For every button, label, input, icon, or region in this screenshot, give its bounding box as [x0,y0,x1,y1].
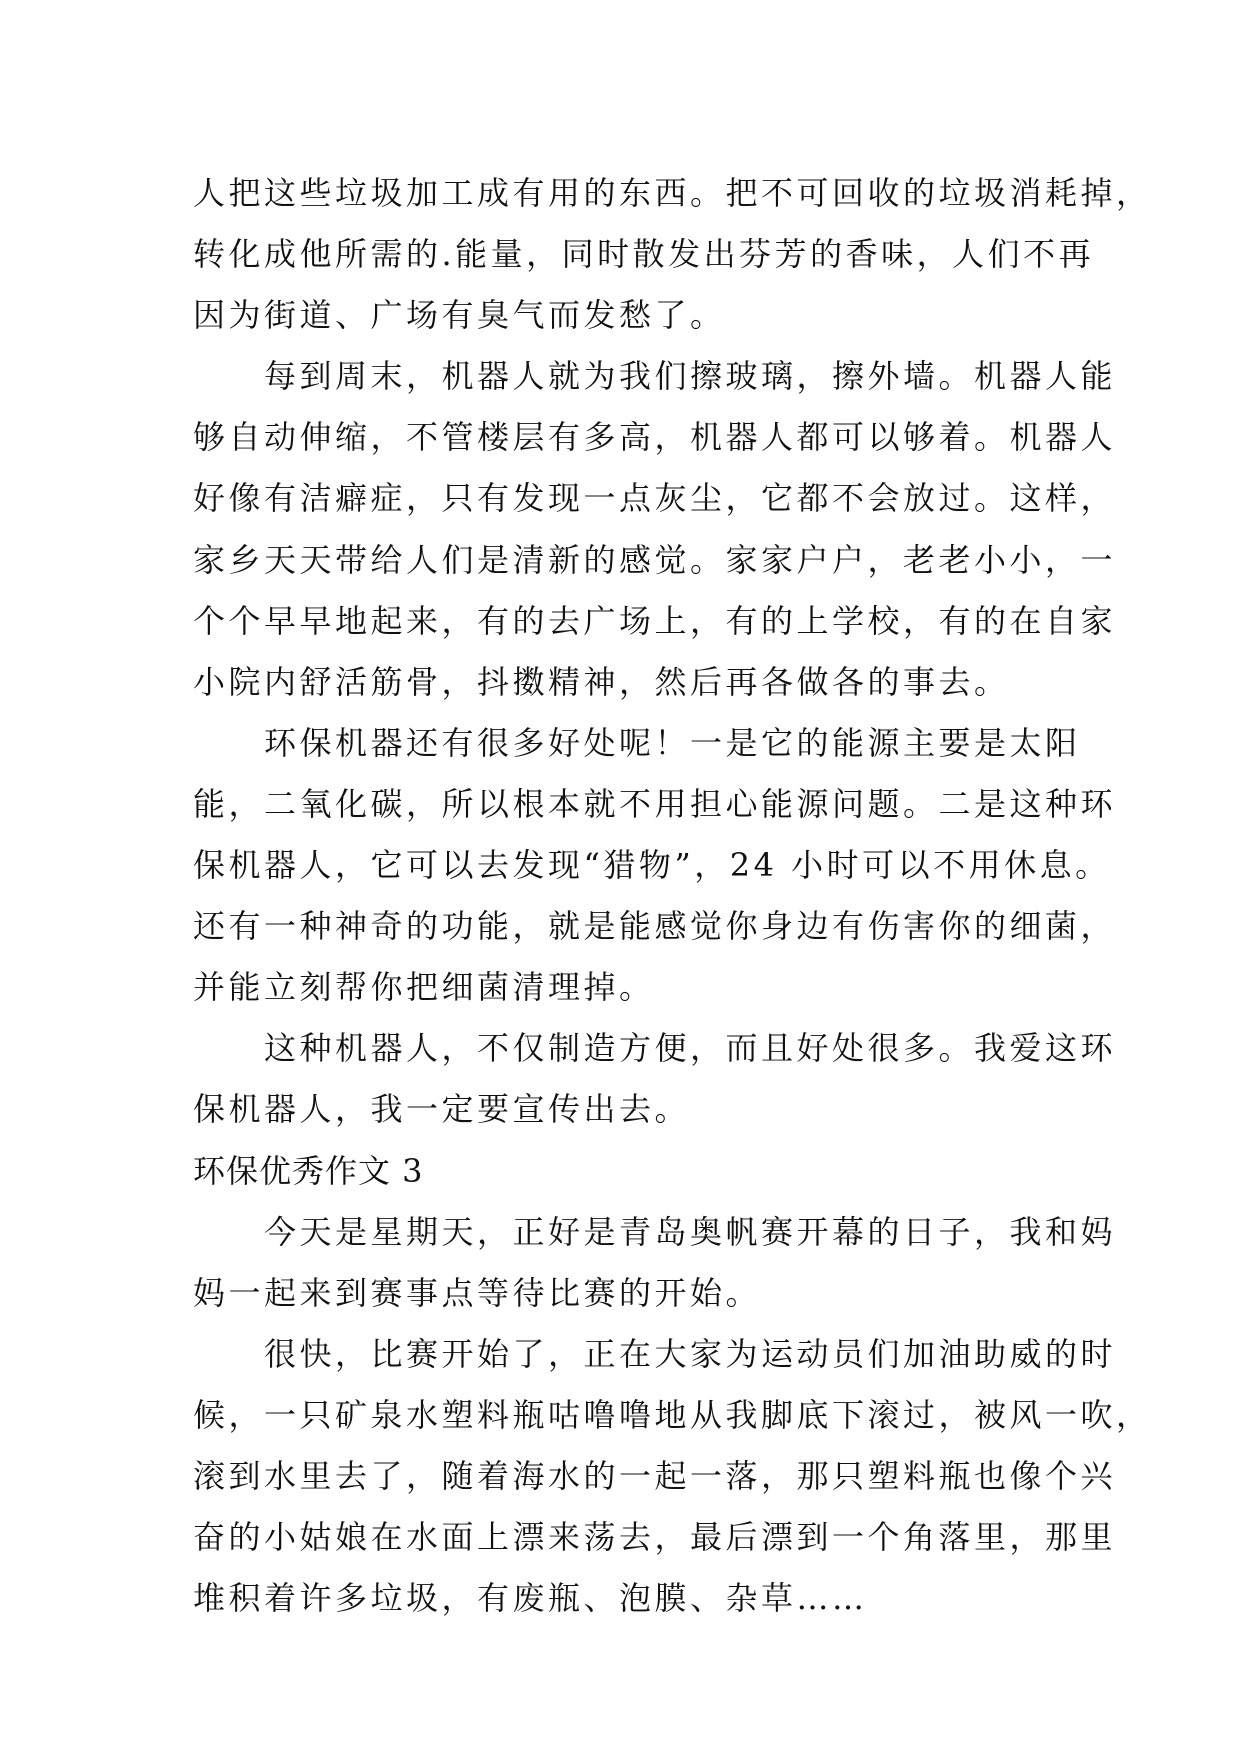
text-line: 还有一种神奇的功能，就是能感觉你身边有伤害你的细菌， [193,907,1117,946]
text-line: 好像有洁癖症，只有发现一点灰尘，它都不会放过。这样， [193,479,1117,518]
text-line: 人把这些垃圾加工成有用的东西。把不可回收的垃圾消耗掉， [193,174,1152,212]
text-line: 因为街道、广场有臭气而发愁了。 [193,296,726,335]
text-line: 滚到水里去了，随着海水的一起一落，那只塑料瓶也像个兴 [193,1456,1117,1495]
paragraph-start-line: 很快，比赛开始了，正在大家为运动员们加油助威的时 [193,1334,1117,1373]
paragraph-start-line: 环保机器还有很多好处呢！一是它的能源主要是太阳 [193,723,1081,762]
text-line: 奋的小姑娘在水面上漂来荡去，最后漂到一个角落里，那里 [193,1518,1117,1557]
text-line: 候，一只矿泉水塑料瓶咕噜噜地从我脚底下滚过，被风一吹， [193,1395,1152,1434]
text-line: 保机器人，我一定要宣传出去。 [193,1090,691,1129]
text-line: 保机器人，它可以去发现“猎物”，24 小时可以不用休息。 [193,846,1111,885]
paragraph-start-line: 每到周末，机器人就为我们擦玻璃，擦外墙。机器人能 [193,357,1117,396]
section-heading: 环保优秀作文 3 [193,1151,424,1190]
paragraph-start-line: 今天是星期天，正好是青岛奥帆赛开幕的日子，我和妈 [193,1212,1117,1251]
text-line: 转化成他所需的.能量，同时散发出芬芳的香味，人们不再 [193,235,1095,274]
paragraph-start-line: 这种机器人，不仅制造方便，而且好处很多。我爱这环 [193,1029,1117,1068]
text-line: 并能立刻帮你把细菌清理掉。 [193,968,655,1007]
text-line: 妈一起来到赛事点等待比赛的开始。 [193,1273,762,1312]
document-body [193,163,1152,1629]
text-line: 个个早早地起来，有的去广场上，有的上学校，有的在自家 [193,601,1117,640]
text-line: 小院内舒活筋骨，抖擞精神，然后再各做各的事去。 [193,662,1010,701]
text-line: 家乡天天带给人们是清新的感觉。家家户户，老老小小，一 [193,540,1117,579]
text-line: 够自动伸缩，不管楼层有多高，机器人都可以够着。机器人 [193,418,1117,457]
text-line: 堆积着许多垃圾，有废瓶、泡膜、杂草…… [193,1579,868,1618]
text-line: 能，二氧化碳，所以根本就不用担心能源问题。二是这种环 [193,784,1117,823]
